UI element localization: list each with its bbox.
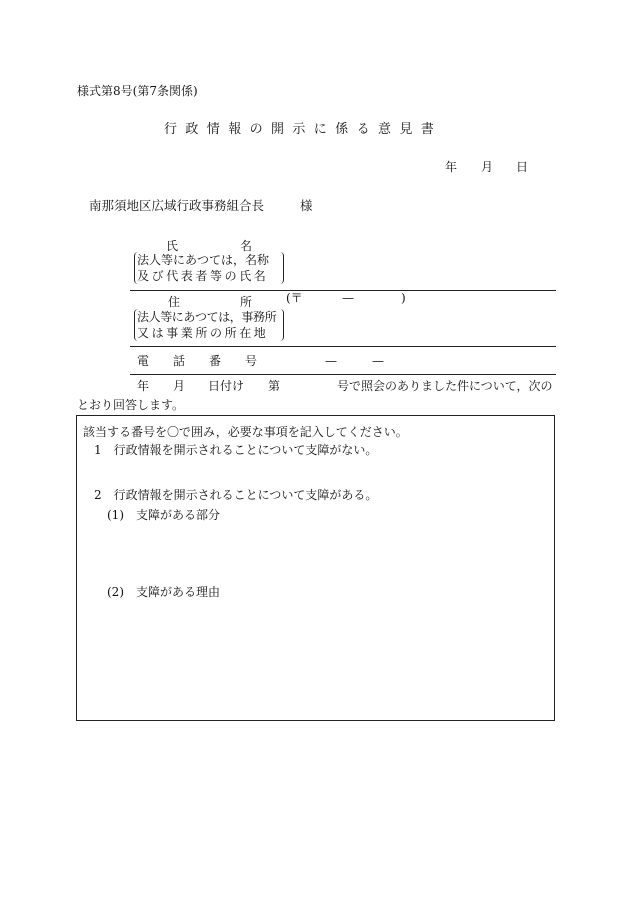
name-note-line1: 法人等にあつては，名称 bbox=[137, 253, 270, 267]
document-title: 行政情報の開示に係る意見書 bbox=[164, 122, 443, 137]
response-box bbox=[76, 415, 555, 721]
phone-underline bbox=[130, 374, 556, 375]
sub-item-objection-reason: (2) 支障がある理由 bbox=[107, 585, 220, 599]
phone-dash-2: — bbox=[372, 354, 384, 368]
name-label-b: 名 bbox=[240, 239, 253, 253]
postal-open: (〒 bbox=[286, 291, 303, 305]
phone-dash-1: — bbox=[325, 354, 337, 368]
postal-dash: — bbox=[342, 291, 354, 305]
name-note-line2: 及び代表者等の氏名 bbox=[137, 269, 269, 283]
name-label-a: 氏 bbox=[166, 239, 179, 253]
name-note-bracket bbox=[134, 252, 284, 284]
postal-close: ) bbox=[401, 291, 406, 305]
option-objection: 2 行政情報を開示されることについて支障がある。 bbox=[94, 488, 378, 502]
reference-sentence: 号で照会のありました件について，次の bbox=[337, 379, 553, 393]
address-underline bbox=[130, 346, 556, 347]
option-no-objection: 1 行政情報を開示されることについて支障がない。 bbox=[94, 443, 378, 457]
instruction-text: 該当する番号を〇で囲み，必要な事項を記入してください。 bbox=[83, 425, 408, 439]
addressee-name: 南那須地区広域行政事務組合長 bbox=[89, 198, 265, 213]
addressee-honorific: 様 bbox=[300, 198, 313, 213]
date-year-label: 年 bbox=[445, 160, 458, 174]
address-note-bracket bbox=[134, 309, 284, 341]
reference-number-prefix: 第 bbox=[268, 379, 281, 393]
form-number: 様式第8号(第7条関係) bbox=[77, 84, 198, 98]
address-note-line1: 法人等にあつては，事務所 bbox=[137, 310, 277, 324]
reference-month: 月 bbox=[173, 379, 186, 393]
address-note-line2: 又は事業所の所在地 bbox=[137, 326, 269, 340]
sub-item-objection-part: (1) 支障がある部分 bbox=[107, 508, 220, 522]
phone-label: 電 話 番 号 bbox=[137, 354, 258, 368]
address-label-b: 所 bbox=[240, 295, 253, 309]
reference-year: 年 bbox=[137, 379, 150, 393]
reference-sentence-line2: とおり回答します。 bbox=[77, 398, 185, 412]
address-label-a: 住 bbox=[168, 295, 181, 309]
date-month-label: 月 bbox=[481, 160, 494, 174]
reference-dated: 日付け bbox=[208, 379, 245, 393]
date-day-label: 日 bbox=[516, 160, 529, 174]
